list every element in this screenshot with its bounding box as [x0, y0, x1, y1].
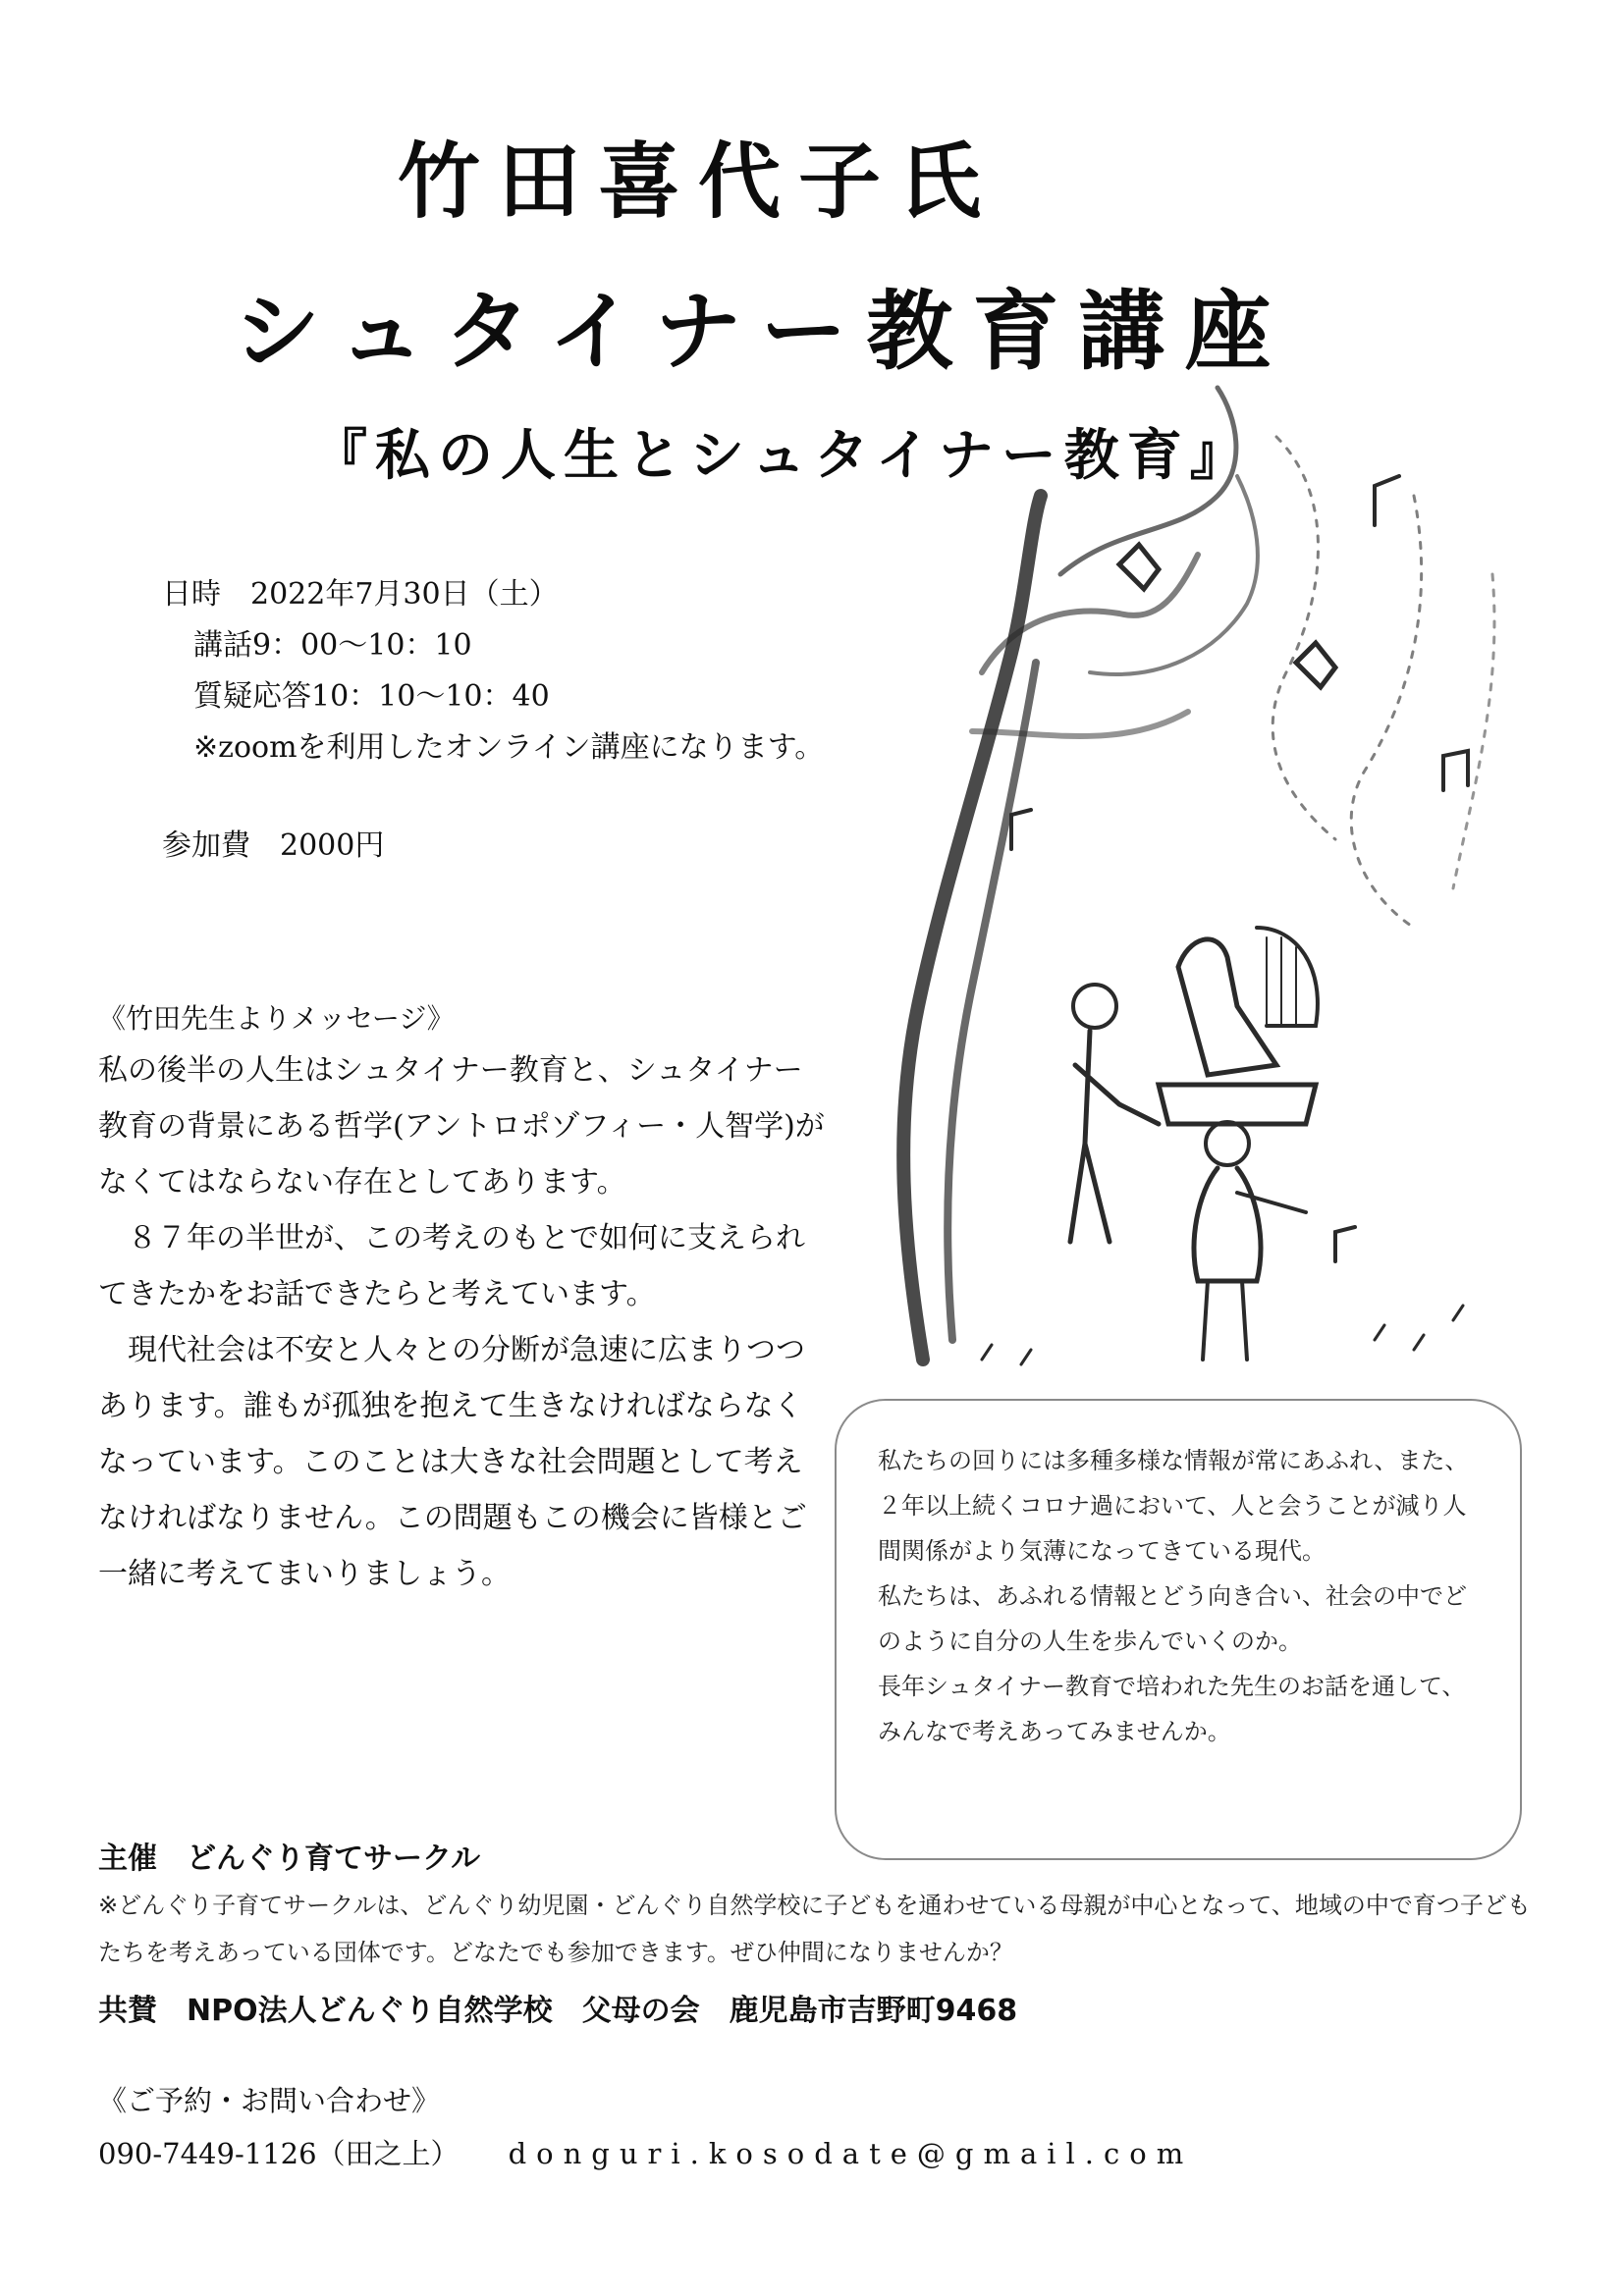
- subtitle: 『私の人生とシュタイナー教育』: [312, 423, 1253, 488]
- contact-line: [98, 2132, 1193, 2172]
- contact-heading: 《ご予約・お問い合わせ》: [98, 2084, 441, 2117]
- box-paragraph: 私たちは、あふれる情報とどう向き合い、社会の中でどのように自分の人生を歩んでいくのか。: [878, 1582, 1467, 1655]
- organizer: 主催 どんぐり育てサークル: [98, 1842, 481, 1876]
- event-datetime: 日時 2022年7月30日（土）: [162, 577, 559, 612]
- event-info: [162, 569, 824, 774]
- message-body: [98, 1042, 825, 1602]
- illustration-tree-musicians: [864, 378, 1512, 1389]
- title-line-1: 竹田喜代子氏: [398, 133, 1000, 230]
- message-paragraph: 現代社会は不安と人々との分断が急速に広まりつつあります。誰もが孤独を抱えて生きなければならなくなっています。このことは大きな社会問題として考えなければなりません。この問題もこの機会に皆様とご一緒に考えてまいりましょう。: [98, 1333, 807, 1591]
- message-heading: 《竹田先生よりメッセージ》: [98, 1002, 455, 1035]
- box-paragraph: 私たちの回りには多種多様な情報が常にあふれ、また、２年以上続くコロナ過において、人と会うことが減り人間関係がより気薄になってきている現代。: [878, 1447, 1469, 1565]
- event-online-note: ※zoomを利用したオンライン講座になります。: [193, 730, 825, 765]
- message-paragraph: ８７年の半世が、この考えのもとで如何に支えられてきたかをお話できたらと考えています。: [98, 1221, 805, 1311]
- event-qa-time: 質疑応答10：10〜10：40: [193, 679, 550, 714]
- box-paragraph: 長年シュタイナー教育で培われた先生のお話を通して、みんなで考えあってみませんか。: [878, 1673, 1466, 1745]
- contact-email[interactable]: donguri.kosodate@gmail.com: [508, 2137, 1194, 2170]
- event-fee: 参加費 2000円: [162, 828, 385, 863]
- message-paragraph: 私の後半の人生はシュタイナー教育と、シュタイナー教育の背景にある哲学(アントロポゾフィー・人智学)がなくてはならない存在としてあります。: [98, 1053, 825, 1200]
- organizer-note: [98, 1882, 1551, 1976]
- sponsor: 共賛 NPO法人どんぐり自然学校 父母の会 鹿児島市吉野町9468: [98, 1994, 1018, 2028]
- title-line-2: シュタイナー教育講座: [234, 280, 1291, 382]
- event-talk-time: 講話9：00〜10：10: [193, 628, 472, 663]
- organizer-note-text: ※どんぐり子育てサークルは、どんぐり幼児園・どんぐり自然学校に子どもを通わせている母親が中心となって、地域の中で育つ子どもたちを考えあっている団体です。どなたでも参加できます。ぜひ仲間になりませんか？: [98, 1892, 1531, 1966]
- contact-phone: 090-7449-1126（田之上）: [98, 2137, 460, 2170]
- message-box: [835, 1399, 1522, 1860]
